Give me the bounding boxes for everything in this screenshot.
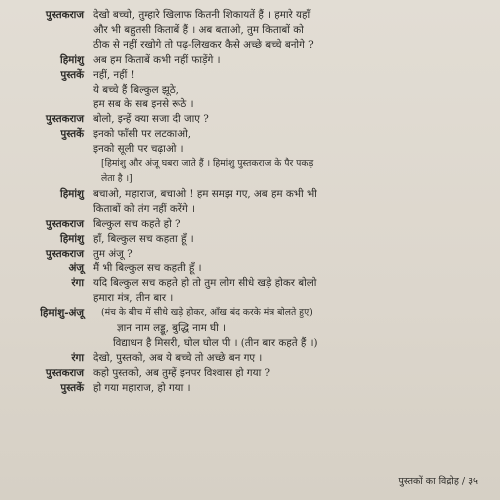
speaker-name: पुस्तकराज xyxy=(45,366,84,379)
dialogue-text: अब हम किताबें कभी नहीं फाड़ेंगे । xyxy=(93,53,221,66)
speaker-name: हिमांशु xyxy=(60,187,84,200)
speaker-name: पुस्तकराज xyxy=(45,9,84,21)
speaker-name: पुस्तकें xyxy=(60,381,84,394)
dialogue-text: तुम अंजू ? xyxy=(93,247,133,260)
dialogue-text: कहो पुस्तको, अब तुम्हें इनपर विश्वास हो गया ? xyxy=(93,366,271,379)
speaker-name: पुस्तकराज xyxy=(45,217,84,230)
dialogue-line xyxy=(0,53,490,68)
speaker-name: अंजू xyxy=(68,262,84,275)
verse-line xyxy=(0,336,490,351)
dialogue-line xyxy=(0,232,490,247)
dialogue-line xyxy=(0,202,490,217)
dialogue-text: ठीक से नहीं रखोगे तो पढ़-लिखकर कैसे अच्छे बच्चे बनोगे ? xyxy=(93,38,314,51)
dialogue-line xyxy=(0,247,490,262)
dialogue-line xyxy=(0,351,490,366)
dialogue-line xyxy=(0,366,490,381)
dialogue-text: मैं भी बिल्कुल सच कहती हूँ । xyxy=(93,262,202,275)
dialogue-line xyxy=(0,217,490,232)
dialogue-text: इनको सूली पर चढ़ाओ । xyxy=(93,143,184,156)
dialogue-text: हाँ, बिल्कुल सच कहता हूँ । xyxy=(93,232,194,245)
dialogue-line xyxy=(0,142,490,157)
dialogue-text: बचाओ, महाराज, बचाओ ! हम समझ गए, अब हम कभी भी xyxy=(93,187,317,200)
dialogue-line xyxy=(0,112,490,127)
dialogue-text: देखो बच्चो, तुम्हारे खिलाफ कितनी शिकायतें हैं । हमारे यहाँ xyxy=(93,9,311,21)
dialogue-line xyxy=(0,306,490,321)
speaker-name: पुस्तकें xyxy=(60,68,84,81)
dialogue-line xyxy=(0,97,490,112)
dialogue-line xyxy=(0,83,490,98)
dialogue-text: यदि बिल्कुल सच कहते हो तो तुम लोग सीधे खड़े होकर बोलो xyxy=(93,277,317,290)
dialogue-text: नहीं, नहीं ! xyxy=(93,68,135,81)
speaker-name: रंगा xyxy=(71,351,84,364)
verse-line xyxy=(0,321,490,336)
dialogue-text: हम सब के सब इनसे रूठे । xyxy=(93,98,194,111)
dialogue-line xyxy=(0,261,490,276)
dialogue-text: बिल्कुल सच कहते हो ? xyxy=(93,217,181,230)
speaker-name: रंगा xyxy=(71,277,84,290)
dialogue-text: हमारा मंत्र, तीन बार । xyxy=(93,292,174,305)
speaker-name: हिमांशु xyxy=(60,53,84,66)
stage-direction-text: [हिमांशु और अंजू घबरा जाते हैं । हिमांशु पुस्तकराज के पैर पकड़ xyxy=(101,158,314,170)
page-footer: पुस्तकों का विद्रोह / ३५ xyxy=(398,476,478,487)
dialogue-line xyxy=(0,381,490,396)
dialogue-text: ये बच्चे हैं बिल्कुल झूठे, xyxy=(93,83,179,96)
stage-direction-line xyxy=(0,157,490,172)
dialogue-line xyxy=(0,23,490,38)
speaker-name: पुस्तकराज xyxy=(45,113,84,126)
dialogue-line xyxy=(0,276,490,291)
dialogue-text: इनको फाँसी पर लटकाओ, xyxy=(93,128,192,141)
stage-direction-text: लेता है ।] xyxy=(101,172,133,184)
verse-text: ज्ञान नाम लड्डू, बुद्धि नाम घी । xyxy=(117,322,226,335)
dialogue-line xyxy=(0,187,490,202)
dialogue-line xyxy=(0,291,490,306)
speaker-name: पुस्तकें xyxy=(60,128,84,141)
speaker-name: हिमांशु-अंजू xyxy=(40,307,84,320)
dialogue-line xyxy=(0,8,490,23)
speaker-name: हिमांशु xyxy=(60,232,84,245)
dialogue-line xyxy=(0,127,490,142)
speaker-name: पुस्तकराज xyxy=(45,247,84,260)
dialogue-line xyxy=(0,38,490,53)
stage-direction-text: (मंच के बीच में सीधे खड़े होकर, आँख बंद करके मंत्र बोलते हुए) xyxy=(101,307,313,319)
stage-direction-line xyxy=(0,172,490,187)
dialogue-text: देखो, पुस्तको, अब ये बच्चे तो अच्छे बन गए । xyxy=(93,351,263,364)
verse-text: विद्याधन है मिसरी, घोल घोल पी । (तीन बार कहते हैं ।) xyxy=(113,336,318,349)
dialogue-text: हो गया महाराज, हो गया । xyxy=(93,381,191,394)
dialogue-text: और भी बहुतसी किताबें हैं । अब बताओ, तुम किताबों को xyxy=(93,23,304,36)
dialogue-line xyxy=(0,68,490,83)
dialogue-text: किताबों को तंग नहीं करेंगे । xyxy=(93,202,195,215)
dialogue-text: बोलो, इन्हें क्या सजा दी जाए ? xyxy=(93,113,209,126)
